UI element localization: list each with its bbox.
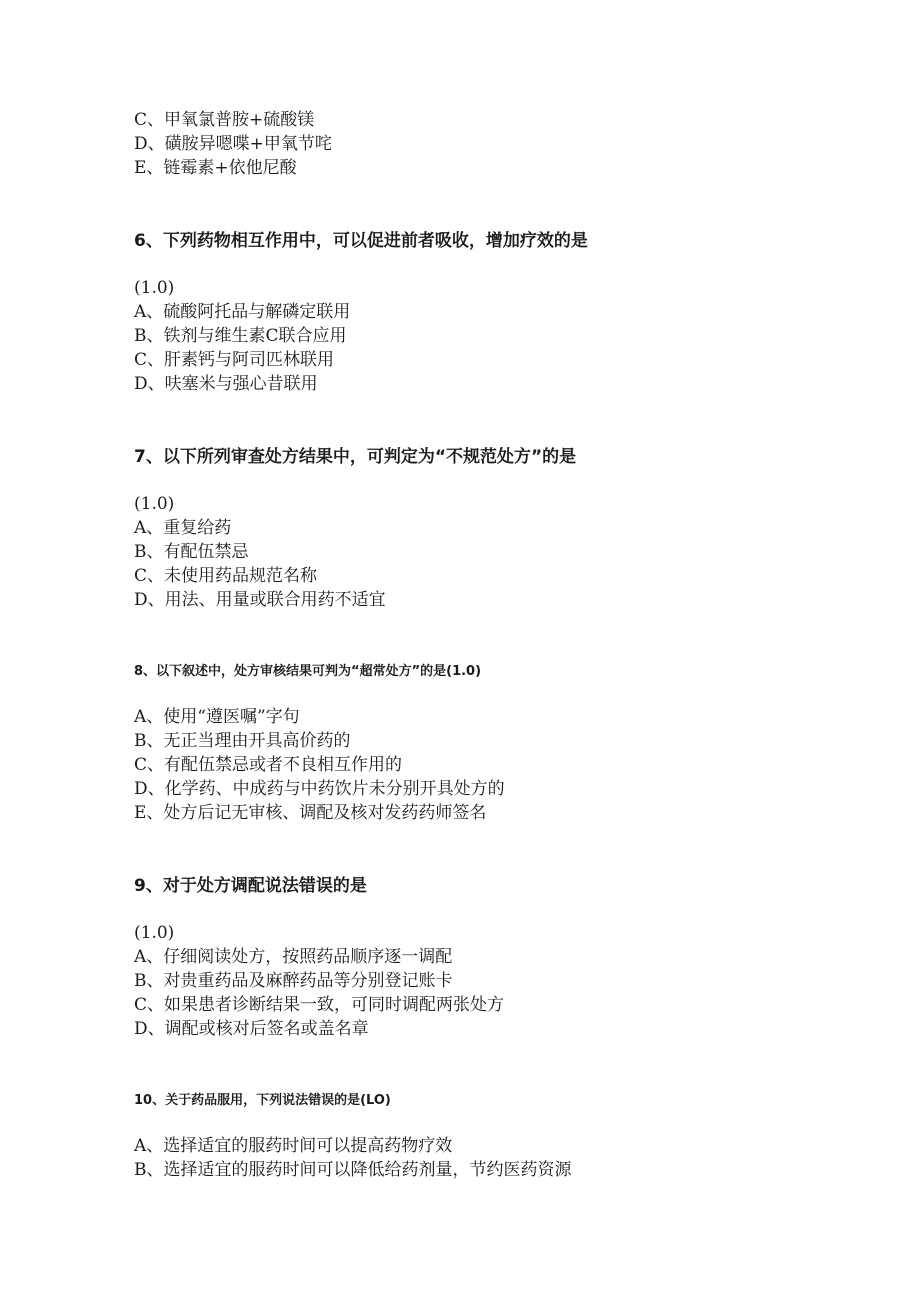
question-7-option-d: D、用法、用量或联合用药不适宜	[134, 590, 386, 610]
question-10-title: 10、关于药品服用，下列说法错误的是(LO)	[134, 1093, 391, 1108]
question-7-title: 7、以下所列审查处方结果中，可判定为“不规范处方”的是	[134, 447, 577, 467]
question-10-option-b: B、选择适宜的服药时间可以降低给药剂量，节约医药资源	[134, 1160, 572, 1180]
question-7-option-a: A、重复给药	[134, 518, 232, 538]
question-9-score: (1.0)	[134, 923, 175, 943]
question-6-score: (1.0)	[134, 278, 175, 298]
question-9-option-a: A、仔细阅读处方，按照药品顺序逐一调配	[134, 947, 453, 967]
question-8-option-b: B、无正当理由开具高价药的	[134, 731, 351, 751]
option-d: D、磺胺异嗯喋+甲氧节咤	[134, 134, 332, 154]
question-9-title: 9、对于处方调配说法错误的是	[134, 876, 367, 896]
question-8-option-d: D、化学药、中成药与中药饮片未分别开具处方的	[134, 779, 505, 799]
option-e: E、链霉素+依他尼酸	[134, 158, 297, 178]
question-9-option-b: B、对贵重药品及麻醉药品等分别登记账卡	[134, 971, 453, 991]
question-8-option-c: C、有配伍禁忌或者不良相互作用的	[134, 755, 403, 775]
question-10-option-a: A、选择适宜的服药时间可以提高药物疗效	[134, 1136, 453, 1156]
option-c: C、甲氧氯普胺+硫酸镁	[134, 110, 315, 130]
question-9-option-d: D、调配或核对后签名或盖名章	[134, 1019, 369, 1039]
question-7-option-b: B、有配伍禁忌	[134, 542, 249, 562]
question-7-option-c: C、未使用药品规范名称	[134, 566, 318, 586]
question-6-option-a: A、硫酸阿托品与解磷定联用	[134, 302, 351, 322]
question-6-title: 6、下列药物相互作用中，可以促进前者吸收，增加疗效的是	[134, 231, 588, 251]
question-6-option-b: B、铁剂与维生素C联合应用	[134, 326, 347, 346]
question-9-option-c: C、如果患者诊断结果一致，可同时调配两张处方	[134, 995, 505, 1015]
question-8-option-e: E、处方后记无审核、调配及核对发药药师签名	[134, 803, 487, 823]
question-6-option-c: C、肝素钙与阿司匹林联用	[134, 350, 335, 370]
question-7-score: (1.0)	[134, 494, 175, 514]
question-8-title: 8、以下叙述中，处方审核结果可判为“超常处方”的是(1.0)	[134, 664, 482, 679]
question-8-option-a: A、使用“遵医嘱”字句	[134, 707, 300, 727]
question-6-option-d: D、呋塞米与强心昔联用	[134, 374, 318, 394]
